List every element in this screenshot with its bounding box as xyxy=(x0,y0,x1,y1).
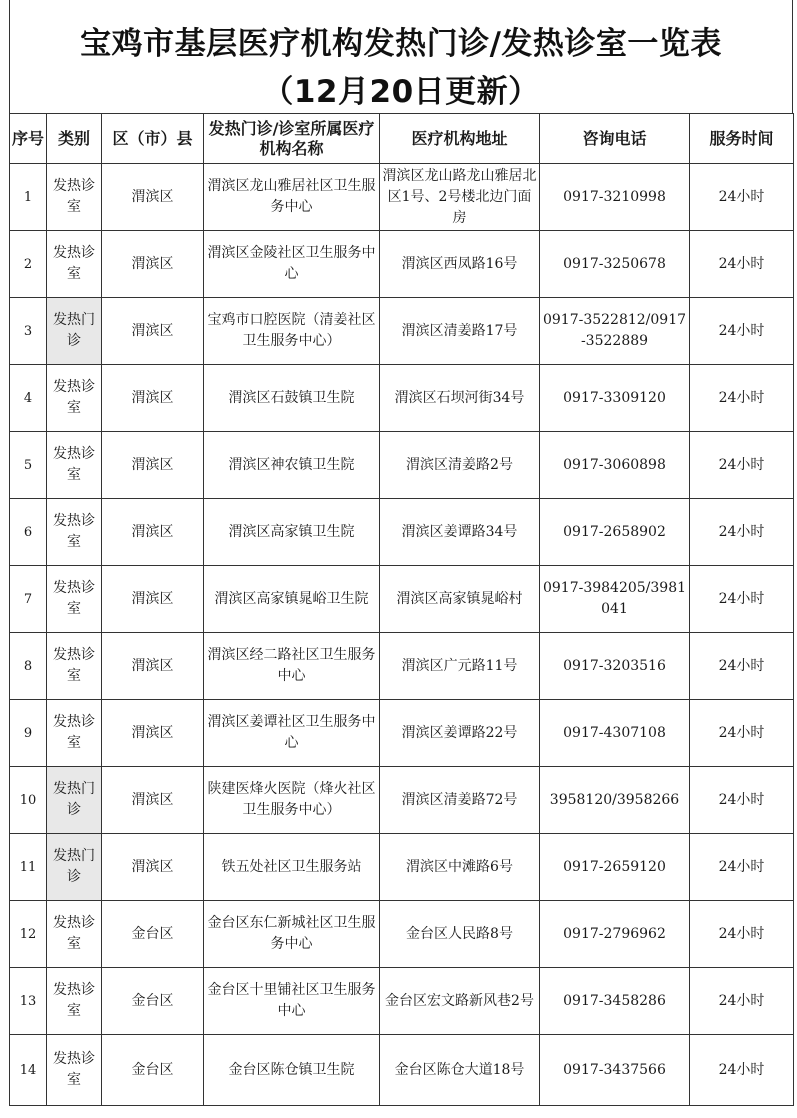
cell-district: 渭滨区 xyxy=(102,700,204,767)
cell-district: 金台区 xyxy=(102,1035,204,1106)
cell-district: 渭滨区 xyxy=(102,834,204,901)
cell-address: 渭滨区龙山路龙山雅居北区1号、2号楼北边门面房 xyxy=(380,164,540,231)
cell-hours: 24小时 xyxy=(690,432,794,499)
cell-hours: 24小时 xyxy=(690,901,794,968)
cell-address: 渭滨区姜谭路34号 xyxy=(380,499,540,566)
header-phone: 咨询电话 xyxy=(540,114,690,164)
header-institution: 发热门诊/诊室所属医疗机构名称 xyxy=(204,114,380,164)
cell-institution: 金台区陈仓镇卫生院 xyxy=(204,1035,380,1106)
cell-index: 10 xyxy=(10,767,47,834)
cell-address: 渭滨区清姜路72号 xyxy=(380,767,540,834)
cell-type: 发热诊室 xyxy=(47,901,102,968)
table-row xyxy=(10,633,794,700)
cell-district: 金台区 xyxy=(102,901,204,968)
cell-district: 渭滨区 xyxy=(102,499,204,566)
title-box xyxy=(9,0,793,114)
table-row xyxy=(10,700,794,767)
table-row xyxy=(10,432,794,499)
cell-district: 渭滨区 xyxy=(102,231,204,298)
header-hours: 服务时间 xyxy=(690,114,794,164)
cell-institution: 渭滨区姜谭社区卫生服务中心 xyxy=(204,700,380,767)
cell-district: 渭滨区 xyxy=(102,365,204,432)
cell-index: 4 xyxy=(10,365,47,432)
cell-phone: 3958120/3958266 xyxy=(540,767,690,834)
table-header-row xyxy=(10,114,794,164)
cell-hours: 24小时 xyxy=(690,700,794,767)
table-row xyxy=(10,231,794,298)
cell-institution: 渭滨区金陵社区卫生服务中心 xyxy=(204,231,380,298)
cell-hours: 24小时 xyxy=(690,365,794,432)
header-index: 序号 xyxy=(10,114,47,164)
cell-type: 发热诊室 xyxy=(47,633,102,700)
cell-institution: 金台区十里铺社区卫生服务中心 xyxy=(204,968,380,1035)
cell-phone: 0917-3437566 xyxy=(540,1035,690,1106)
cell-institution: 金台区东仁新城社区卫生服务中心 xyxy=(204,901,380,968)
cell-type: 发热诊室 xyxy=(47,365,102,432)
cell-address: 渭滨区姜谭路22号 xyxy=(380,700,540,767)
table-row xyxy=(10,164,794,231)
cell-hours: 24小时 xyxy=(690,231,794,298)
cell-index: 5 xyxy=(10,432,47,499)
cell-address: 渭滨区高家镇晁峪村 xyxy=(380,566,540,633)
document-title: 宝鸡市基层医疗机构发热门诊/发热诊室一览表 xyxy=(80,26,722,62)
cell-phone: 0917-3203516 xyxy=(540,633,690,700)
cell-institution: 渭滨区龙山雅居社区卫生服务中心 xyxy=(204,164,380,231)
table-row xyxy=(10,365,794,432)
header-district: 区（市）县 xyxy=(102,114,204,164)
cell-index: 9 xyxy=(10,700,47,767)
cell-district: 金台区 xyxy=(102,968,204,1035)
cell-index: 2 xyxy=(10,231,47,298)
cell-index: 7 xyxy=(10,566,47,633)
cell-address: 渭滨区广元路11号 xyxy=(380,633,540,700)
cell-hours: 24小时 xyxy=(690,298,794,365)
cell-phone: 0917-2796962 xyxy=(540,901,690,968)
table-row xyxy=(10,901,794,968)
cell-institution: 铁五处社区卫生服务站 xyxy=(204,834,380,901)
cell-index: 13 xyxy=(10,968,47,1035)
cell-type: 发热诊室 xyxy=(47,1035,102,1106)
cell-type: 发热诊室 xyxy=(47,432,102,499)
cell-type: 发热门诊 xyxy=(47,767,102,834)
cell-type: 发热门诊 xyxy=(47,298,102,365)
header-type: 类别 xyxy=(47,114,102,164)
cell-type: 发热诊室 xyxy=(47,700,102,767)
cell-institution: 陕建医烽火医院（烽火社区卫生服务中心） xyxy=(204,767,380,834)
cell-hours: 24小时 xyxy=(690,834,794,901)
cell-type: 发热诊室 xyxy=(47,499,102,566)
cell-address: 金台区人民路8号 xyxy=(380,901,540,968)
cell-hours: 24小时 xyxy=(690,633,794,700)
table-row xyxy=(10,499,794,566)
cell-phone: 0917-2658902 xyxy=(540,499,690,566)
cell-district: 渭滨区 xyxy=(102,432,204,499)
cell-phone: 0917-4307108 xyxy=(540,700,690,767)
cell-phone: 0917-3522812/0917-3522889 xyxy=(540,298,690,365)
table-row xyxy=(10,834,794,901)
cell-district: 渭滨区 xyxy=(102,633,204,700)
table-row xyxy=(10,767,794,834)
table-row xyxy=(10,298,794,365)
fever-clinic-table xyxy=(9,113,794,1106)
table-row xyxy=(10,566,794,633)
cell-address: 渭滨区清姜路2号 xyxy=(380,432,540,499)
cell-address: 金台区宏文路新风巷2号 xyxy=(380,968,540,1035)
cell-type: 发热诊室 xyxy=(47,566,102,633)
cell-index: 11 xyxy=(10,834,47,901)
cell-hours: 24小时 xyxy=(690,968,794,1035)
cell-phone: 0917-3210998 xyxy=(540,164,690,231)
cell-phone: 0917-3984205/3981041 xyxy=(540,566,690,633)
cell-phone: 0917-3250678 xyxy=(540,231,690,298)
cell-address: 渭滨区中滩路6号 xyxy=(380,834,540,901)
cell-phone: 0917-2659120 xyxy=(540,834,690,901)
header-address: 医疗机构地址 xyxy=(380,114,540,164)
cell-institution: 宝鸡市口腔医院（清姜社区卫生服务中心） xyxy=(204,298,380,365)
cell-index: 1 xyxy=(10,164,47,231)
cell-hours: 24小时 xyxy=(690,499,794,566)
cell-phone: 0917-3309120 xyxy=(540,365,690,432)
cell-address: 渭滨区石坝河街34号 xyxy=(380,365,540,432)
cell-address: 渭滨区清姜路17号 xyxy=(380,298,540,365)
cell-address: 渭滨区西凤路16号 xyxy=(380,231,540,298)
cell-district: 渭滨区 xyxy=(102,164,204,231)
cell-hours: 24小时 xyxy=(690,164,794,231)
cell-phone: 0917-3060898 xyxy=(540,432,690,499)
cell-type: 发热诊室 xyxy=(47,231,102,298)
cell-type: 发热诊室 xyxy=(47,968,102,1035)
cell-institution: 渭滨区石鼓镇卫生院 xyxy=(204,365,380,432)
cell-phone: 0917-3458286 xyxy=(540,968,690,1035)
cell-address: 金台区陈仓大道18号 xyxy=(380,1035,540,1106)
cell-index: 3 xyxy=(10,298,47,365)
table-row xyxy=(10,968,794,1035)
cell-index: 14 xyxy=(10,1035,47,1106)
cell-hours: 24小时 xyxy=(690,1035,794,1106)
document-subtitle: （12月20日更新） xyxy=(262,74,540,110)
cell-index: 6 xyxy=(10,499,47,566)
cell-institution: 渭滨区高家镇晁峪卫生院 xyxy=(204,566,380,633)
table-row xyxy=(10,1035,794,1106)
cell-index: 12 xyxy=(10,901,47,968)
cell-district: 渭滨区 xyxy=(102,298,204,365)
cell-index: 8 xyxy=(10,633,47,700)
cell-institution: 渭滨区高家镇卫生院 xyxy=(204,499,380,566)
cell-district: 渭滨区 xyxy=(102,767,204,834)
cell-type: 发热诊室 xyxy=(47,164,102,231)
cell-institution: 渭滨区经二路社区卫生服务中心 xyxy=(204,633,380,700)
cell-institution: 渭滨区神农镇卫生院 xyxy=(204,432,380,499)
cell-hours: 24小时 xyxy=(690,767,794,834)
cell-hours: 24小时 xyxy=(690,566,794,633)
cell-district: 渭滨区 xyxy=(102,566,204,633)
cell-type: 发热门诊 xyxy=(47,834,102,901)
